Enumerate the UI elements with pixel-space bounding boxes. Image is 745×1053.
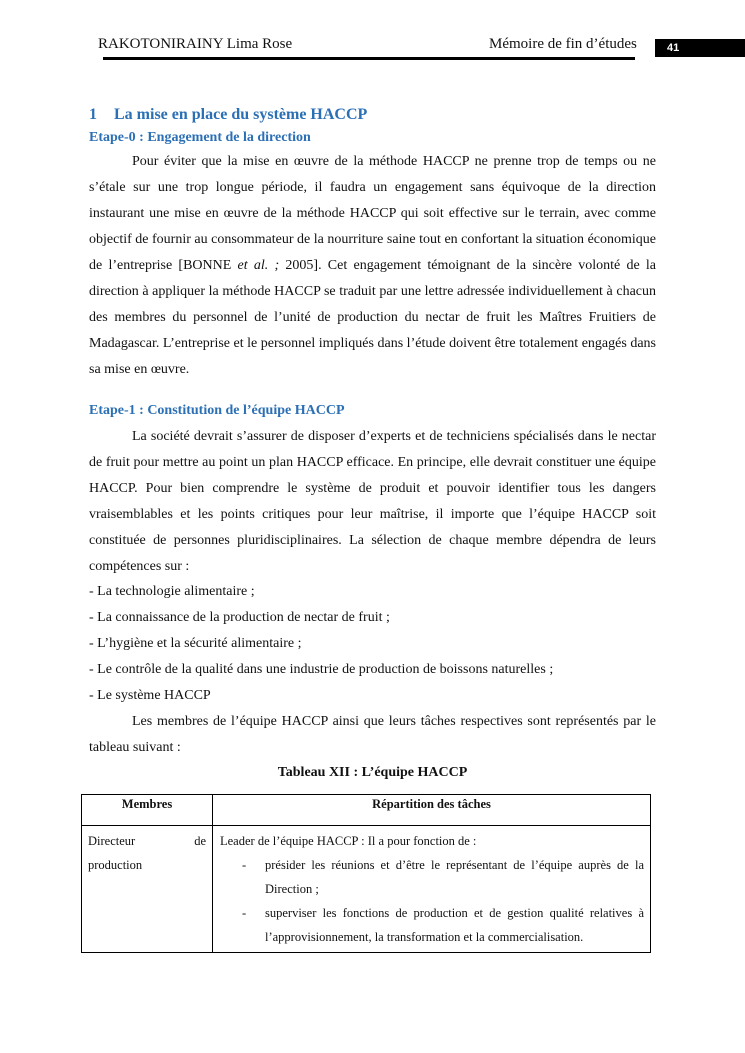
competence-item: - La connaissance de la production de nectar de fruit ; [89, 610, 390, 625]
task-cell [213, 826, 651, 953]
task-item: - superviser les fonctions de production et de gestion qualité relatives à l’approvisionnement, la transformation et la commercialisation. [220, 901, 644, 949]
table-header-row [82, 795, 651, 826]
haccp-team-table [81, 794, 651, 953]
competence-item: - Le système HACCP [89, 688, 211, 703]
etape1-heading: Etape-1 : Constitution de l’équipe HACCP [89, 403, 345, 418]
header-task-distribution: Répartition des tâches [213, 795, 651, 826]
etape0-heading: Etape-0 : Engagement de la direction [89, 130, 311, 145]
header-document-type: Mémoire de fin d’études [489, 36, 637, 52]
header-author: RAKOTONIRAINY Lima Rose [98, 36, 293, 52]
etape0-text-part1: Pour éviter que la mise en œuvre de la méthode HACCP ne prenne trop de temps ou ne s’étale sur une trop longue période, il faudra un engagement sans équivoque de la direction instaurant une mise en œuvre de la méthode HACCP qui soit effective sur le terrain, avec comme objectif de fournir au consommateur de la nourriture saine tout en confortant la situation économique de l’entreprise [BONNE [89, 154, 656, 273]
member-name-line: Directeur de [88, 834, 206, 848]
member-name-line: production [88, 858, 143, 872]
table-row [82, 826, 651, 953]
etape0-text-part2: 2005]. Cet engagement témoignant de la sincère volonté de la direction à appliquer la méthode HACCP se traduit par une lettre adressée individuellement à chacun des membres du personnel de l’unité de production du nectar de fruit les Maîtres Fruitiers de Madagascar. L’entreprise et le personnel impliqués dans l’étude doivent être totalement engagés dans sa mise en œuvre. [89, 258, 656, 377]
table-intro-paragraph: Les membres de l’équipe HACCP ainsi que leurs tâches respectives sont représentés par le tableau suivant : [89, 714, 656, 755]
table-caption: Tableau XII : L’équipe HACCP [277, 765, 468, 780]
section-number: 1 [89, 106, 97, 123]
task-list [220, 853, 644, 949]
member-cell [82, 826, 213, 953]
competence-item: - La technologie alimentaire ; [89, 584, 255, 599]
etape0-paragraph [89, 149, 656, 383]
section-title-text: La mise en place du système HACCP [114, 106, 368, 123]
header-rule [103, 57, 635, 60]
competence-item: - L’hygiène et la sécurité alimentaire ; [89, 636, 302, 651]
header-members: Membres [82, 795, 213, 826]
role-description: Leader de l’équipe HACCP : Il a pour fonction de : [220, 834, 477, 848]
task-item: - présider les réunions et d’être le représentant de l’équipe auprès de la Direction ; [220, 853, 644, 901]
etape1-paragraph: La société devrait s’assurer de disposer d’experts et de techniciens spécialisés dans le nectar de fruit pour mettre au point un plan HACCP efficace. En principe, elle devrait constituer une équipe HACCP. Pour bien comprendre le système de produit et pouvoir identifier tous les dangers vraisemblables et les points critiques pour leur maîtrise, il importe que l’équipe HACCP soit constituée de personnes pluridisciplinaires. La sélection de chaque membre dépendra de leurs compétences sur : [89, 429, 656, 574]
section-title [89, 106, 367, 124]
etape0-citation-italic: et al. ; [237, 258, 280, 273]
page-number-badge: 41 [655, 39, 745, 57]
competence-item: - Le contrôle de la qualité dans une industrie de production de boissons naturelles ; [89, 662, 554, 677]
